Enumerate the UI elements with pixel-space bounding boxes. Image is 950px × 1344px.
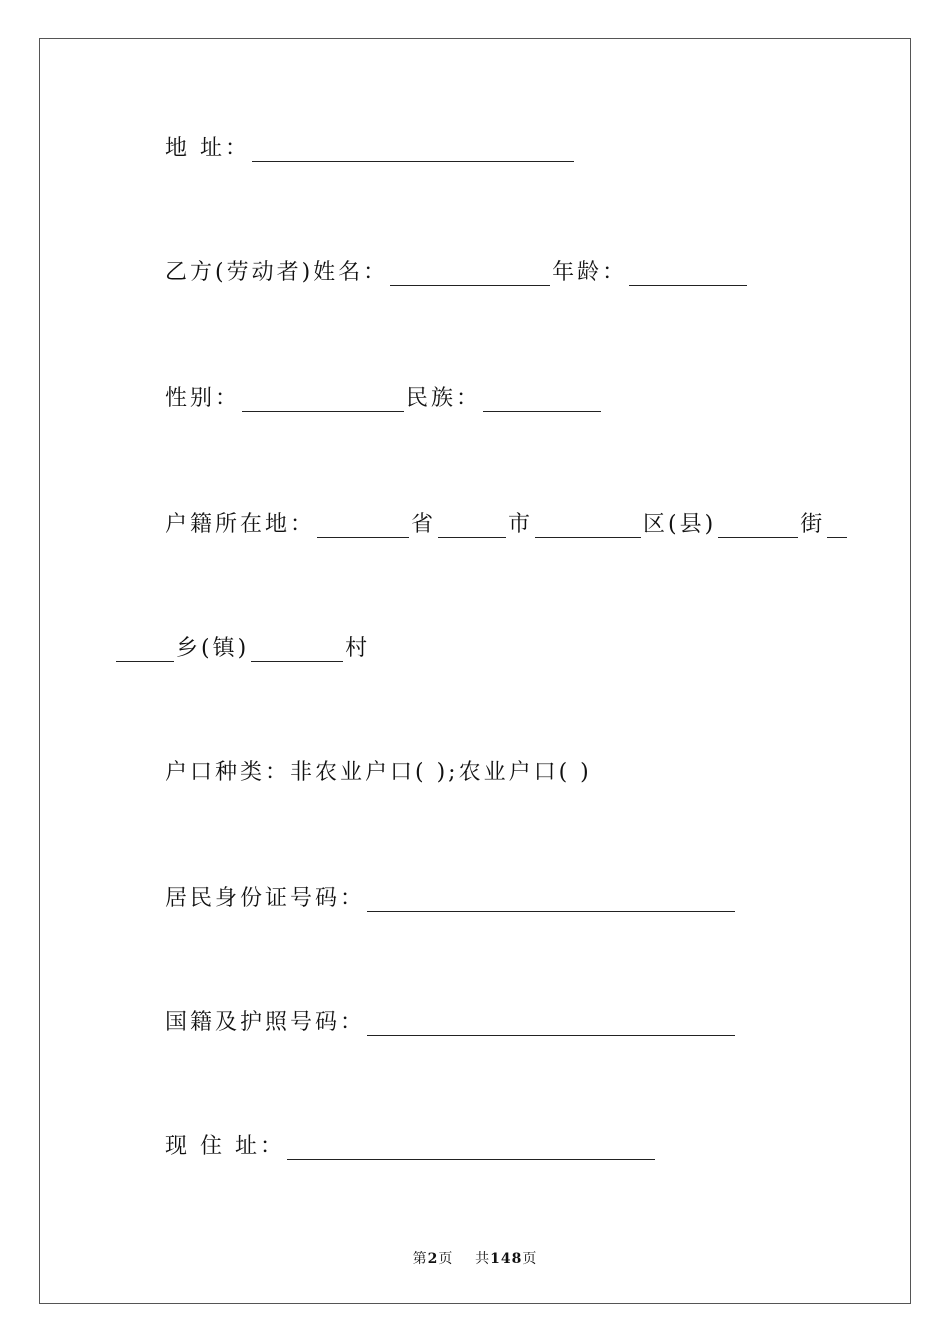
- district-label: 区(县): [643, 512, 717, 537]
- street-label: 街: [800, 512, 826, 537]
- ethnicity-label: 民族：: [406, 386, 482, 411]
- household-line: [165, 508, 849, 538]
- page-frame: [39, 38, 911, 1304]
- city-blank[interactable]: [438, 515, 506, 538]
- address-line: [165, 132, 576, 162]
- household-label: 户籍所在地：: [165, 512, 316, 537]
- current-address-label: 现 住 址：: [165, 1134, 285, 1159]
- province-blank[interactable]: [317, 515, 409, 538]
- page-prefix: 第: [412, 1251, 428, 1267]
- address-label: 地 址：: [165, 136, 250, 161]
- current-address-blank[interactable]: [287, 1137, 655, 1160]
- passport-blank[interactable]: [367, 1013, 735, 1036]
- partyb-line: [165, 256, 749, 286]
- hukou-type-line: [165, 756, 592, 786]
- id-number-blank[interactable]: [367, 889, 735, 912]
- gender-line: [165, 382, 603, 412]
- current-address-line: [165, 1130, 657, 1160]
- street-trailing-blank[interactable]: [827, 515, 847, 538]
- district-blank[interactable]: [535, 515, 641, 538]
- age-blank[interactable]: [629, 263, 747, 286]
- total-pages: 148: [490, 1251, 523, 1267]
- age-label: 年龄：: [552, 260, 628, 285]
- total-suffix: 页: [522, 1251, 538, 1267]
- page-footer: [0, 1248, 950, 1268]
- gender-label: 性别：: [165, 386, 241, 411]
- passport-line: [165, 1006, 737, 1036]
- town-label: 乡(镇): [176, 636, 250, 661]
- household-cont-line: [116, 632, 370, 662]
- id-number-label: 居民身份证号码：: [165, 886, 366, 911]
- id-number-line: [165, 882, 737, 912]
- gender-blank[interactable]: [242, 389, 404, 412]
- town-lead-blank[interactable]: [116, 639, 174, 662]
- passport-label: 国籍及护照号码：: [165, 1010, 366, 1035]
- ethnicity-blank[interactable]: [483, 389, 601, 412]
- page-number: 2: [427, 1251, 439, 1267]
- province-label: 省: [411, 512, 437, 537]
- hukou-type-text: 户口种类：非农业户口( );农业户口( ): [165, 760, 592, 785]
- partyb-name-label: 乙方(劳动者)姓名：: [165, 260, 389, 285]
- partyb-name-blank[interactable]: [390, 263, 550, 286]
- city-label: 市: [508, 512, 534, 537]
- village-blank[interactable]: [251, 639, 343, 662]
- address-blank[interactable]: [252, 139, 574, 162]
- street-blank[interactable]: [718, 515, 798, 538]
- village-label: 村: [345, 636, 371, 661]
- page-suffix: 页: [438, 1251, 454, 1267]
- total-prefix: 共: [475, 1251, 491, 1267]
